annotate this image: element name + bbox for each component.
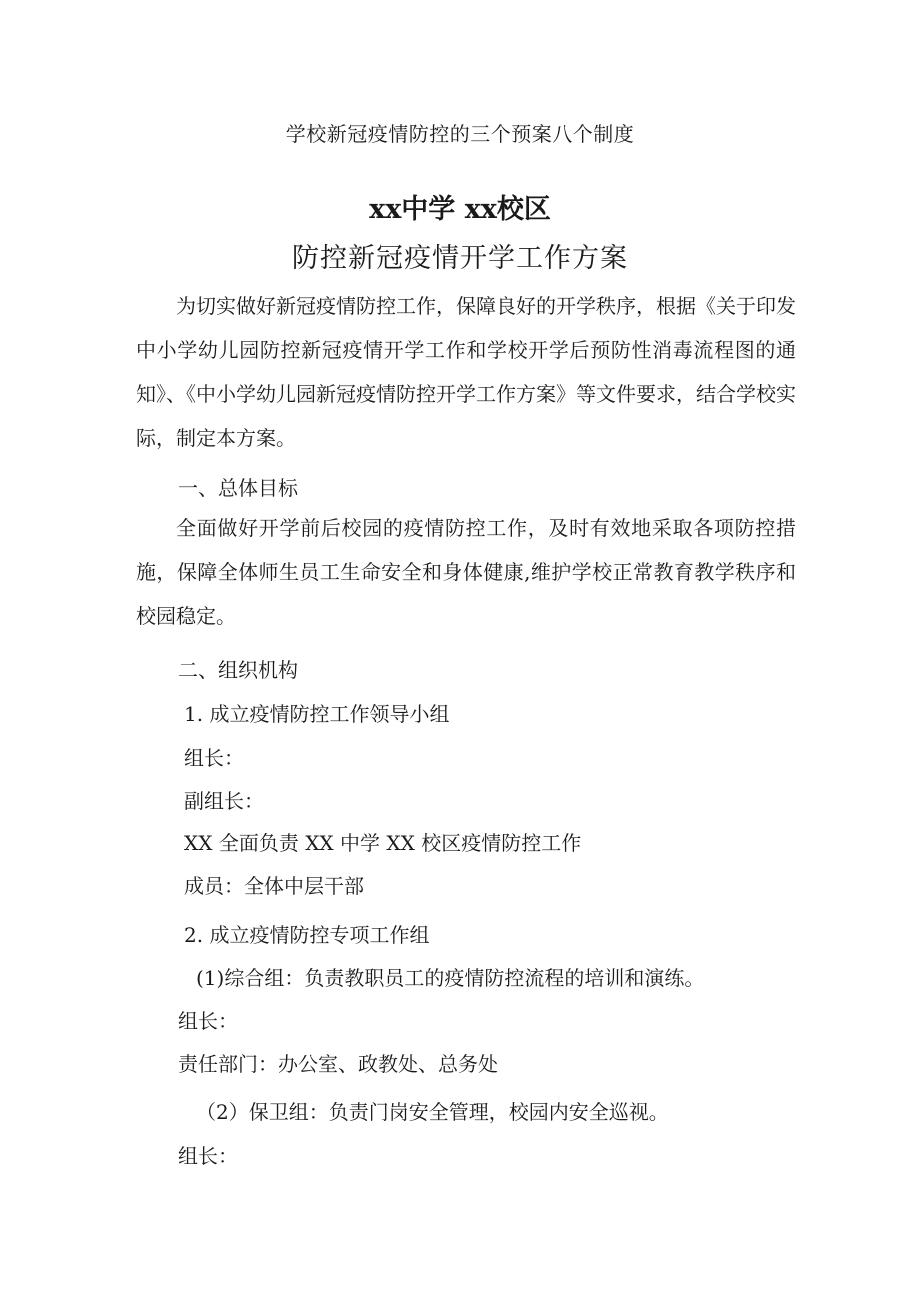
item2-title: 2. 成立疫情防控专项工作组 [184, 923, 430, 947]
leader-label: 组长： [184, 746, 244, 770]
responsibility-line: XX 全面负责 XX 中学 XX 校区疫情防控工作 [184, 831, 582, 855]
members-line: 成员：全体中层干部 [184, 874, 364, 898]
intro-paragraph: 为切实做好新冠疫情防控工作，保障良好的开学秩序，根据《关于印发中小学幼儿园防控新冠疫情开学工作和学校开学后预防性消毒流程图的通知》、《中小学幼儿园新冠疫情防控开学工作方案》等文件要求，结合学校实际，制定本方案。 [136, 294, 796, 450]
group1-leader: 组长： [178, 1009, 238, 1033]
group2-line: （2）保卫组：负责门岗安全管理，校园内安全巡视。 [196, 1100, 669, 1124]
deputy-label: 副组长： [184, 789, 264, 813]
group2-leader: 组长： [178, 1144, 238, 1168]
group1-line: (1)综合组：负责教职员工的疫情防控流程的培训和演练。 [196, 966, 705, 990]
group1-dept: 责任部门：办公室、政教处、总务处 [178, 1052, 498, 1076]
section1-title: 一、总体目标 [178, 476, 298, 500]
section1-body: 全面做好开学前后校园的疫情防控工作，及时有效地采取各项防控措施，保障全体师生员工生命安全和身体健康,维护学校正常教育教学秩序和校园稳定。 [136, 516, 796, 628]
plan-heading: 防控新冠疫情开学工作方案 [292, 243, 628, 274]
document-top-title: 学校新冠疫情防控的三个预案八个制度 [285, 122, 635, 146]
item1-title: 1. 成立疫情防控工作领导小组 [184, 702, 450, 726]
section2-title: 二、组织机构 [178, 658, 298, 682]
school-heading: xx中学 xx校区 [369, 194, 551, 225]
